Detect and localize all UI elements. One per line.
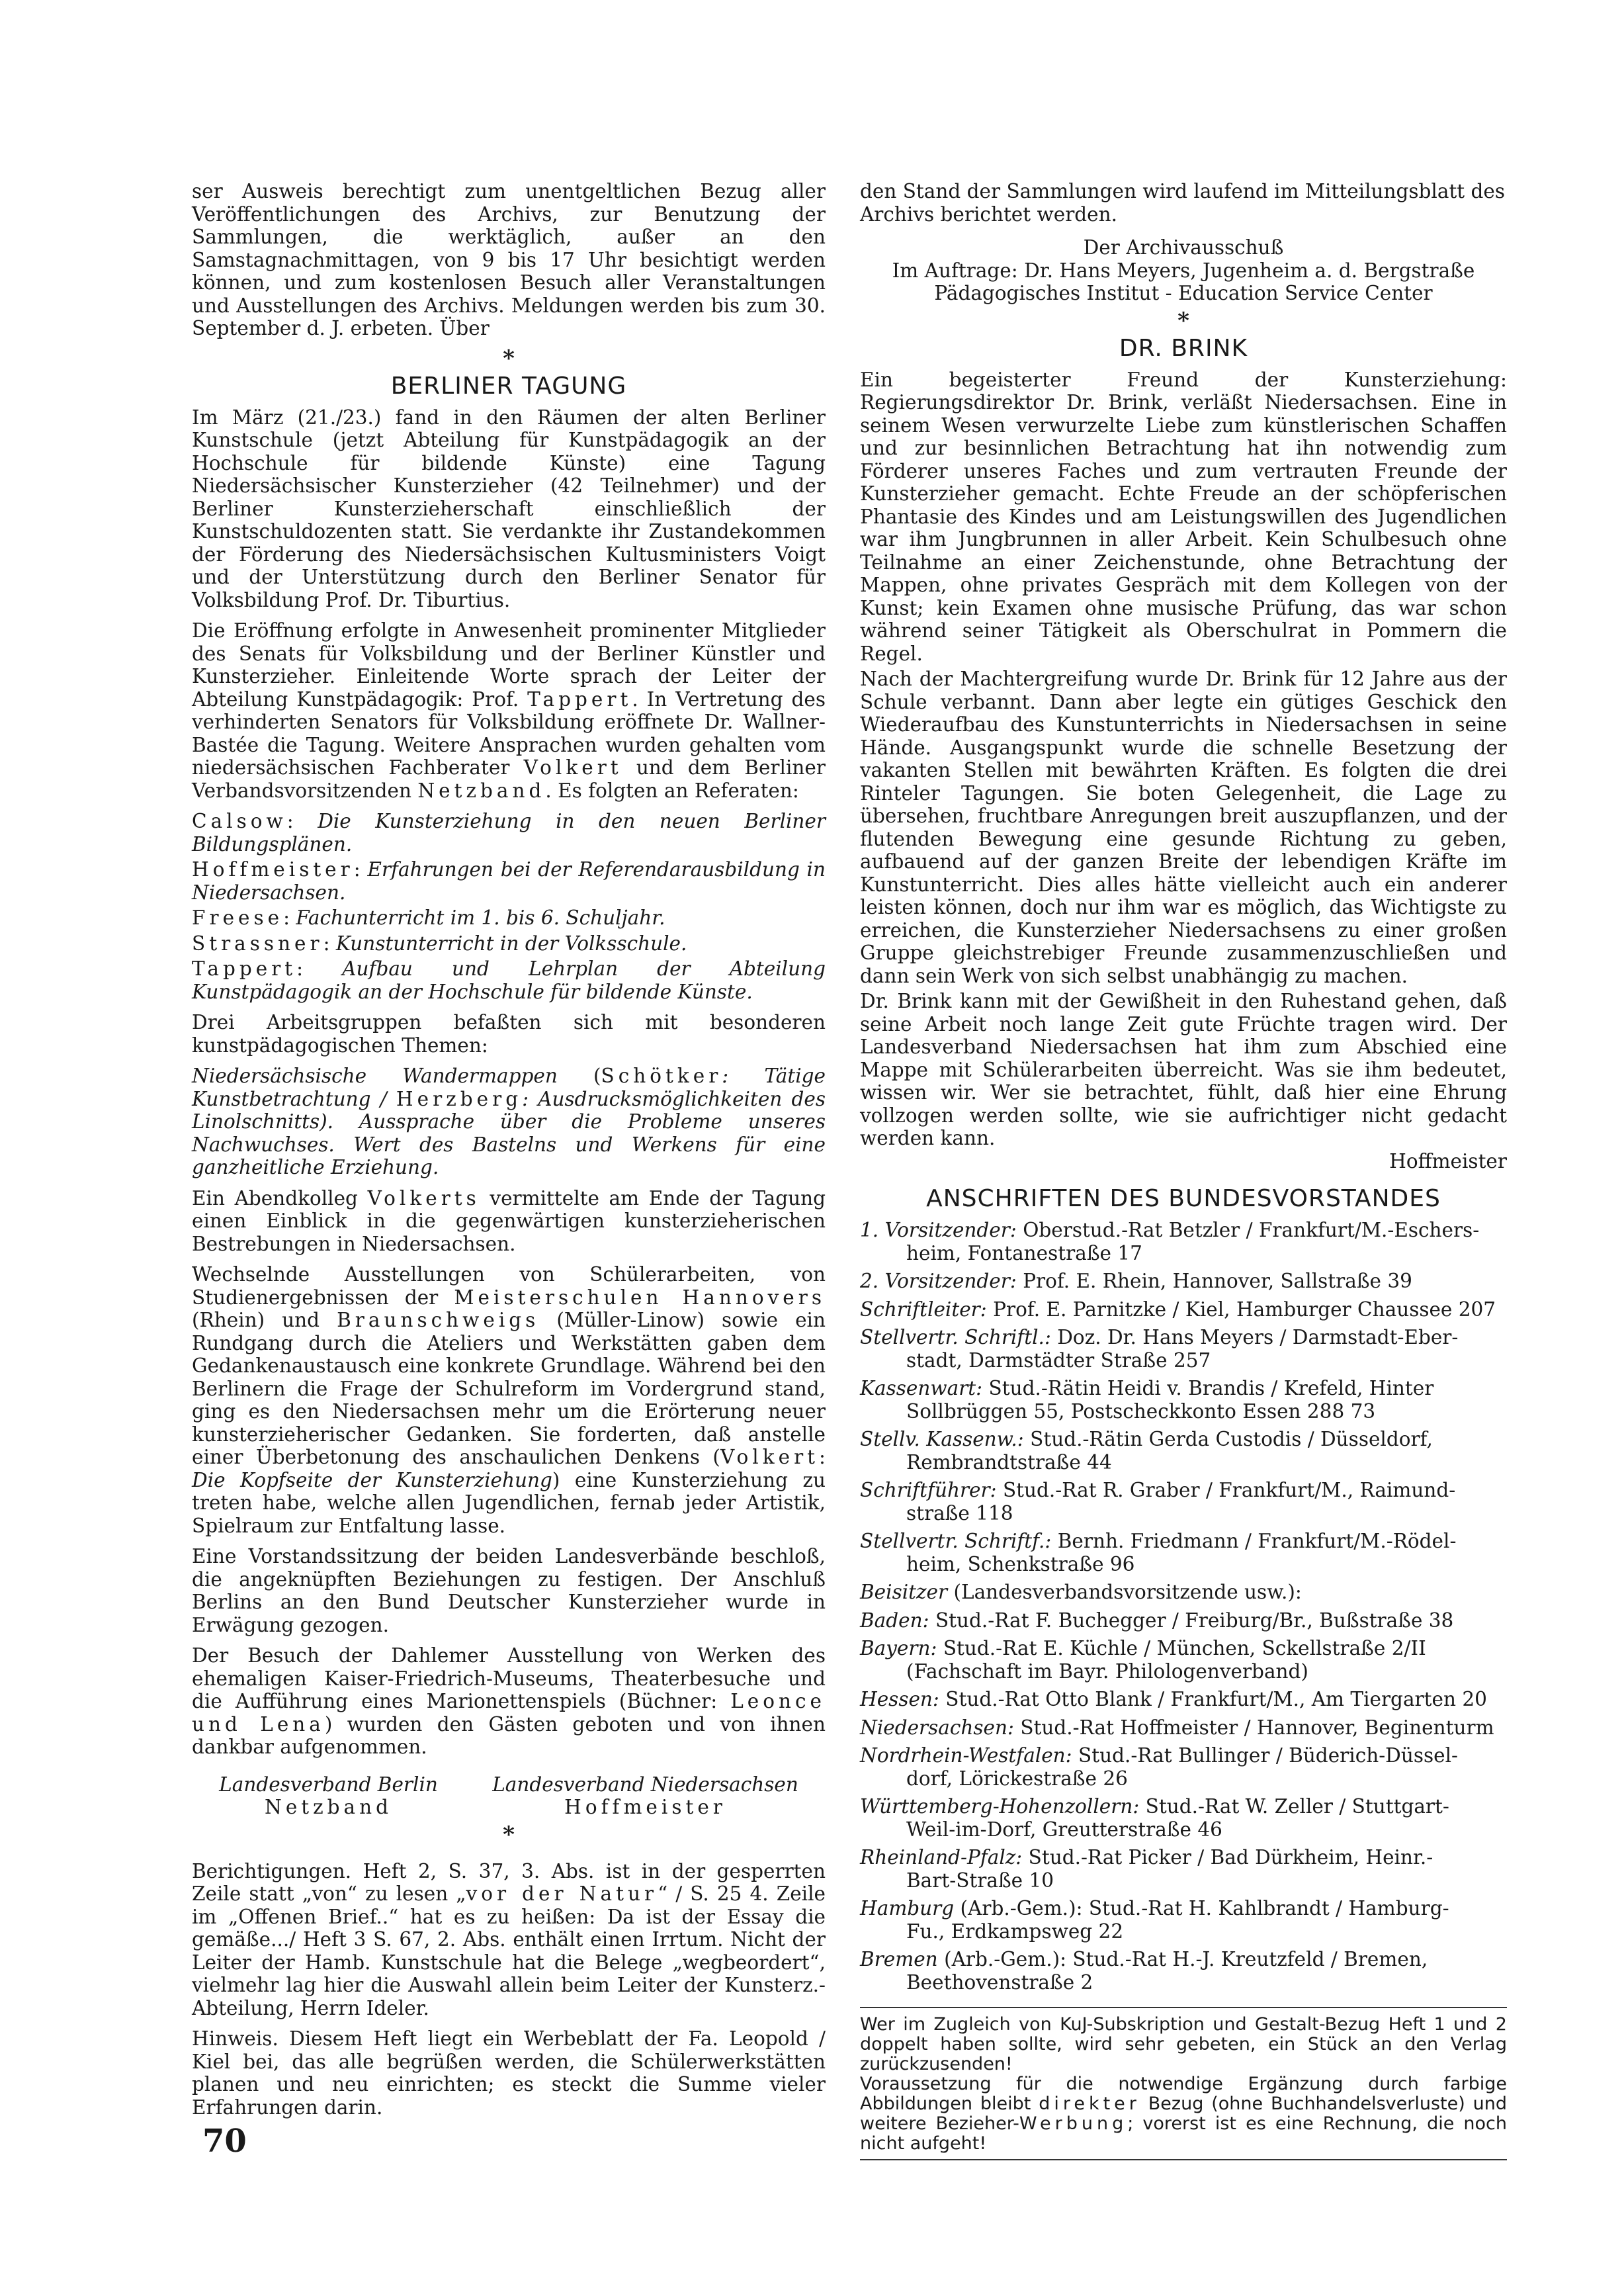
berliner-paragraph-8: Der Besuch der Dahlemer Ausstellung von Werken des ehemaligen Kaiser-Friedrich-Museums, Theaterbesuche und die Aufführung eines Marionettenspiels (Büchner: Leonce und Lena) wurden den Gästen geboten und von ihnen dankbar aufgenommen.	[192, 1644, 826, 1758]
left-column	[192, 180, 826, 2127]
brink-paragraph-3: Dr. Brink kann mit der Gewißheit in den Ruhestand gehen, daß seine Arbeit noch lange Zeit gute Früchte tragen wird. Der Landesverband Niedersachsen hat ihm zum Abschied eine Mappe mit Schülerarbeiten überreicht. Was sie ihm bedeutet, wissen wir. Wer sie betrachtet, fühlt, daß hier eine Ehrung vollzogen werden sollte, wie sie aufrichtiger nicht gedacht werden kann.	[860, 990, 1507, 1149]
separator-star: *	[503, 1821, 515, 1848]
referat-item: Calsow: Die Kunsterziehung in den neuen Berliner Bildungsplänen.	[192, 810, 826, 856]
separator-star: *	[503, 345, 515, 372]
subscription-notice	[860, 2007, 1507, 2160]
anschriften-heading: ANSCHRIFTEN DES BUNDESVORSTANDES	[926, 1185, 1441, 1212]
hinweis-paragraph: Hinweis. Diesem Heft liegt ein Werbeblatt der Fa. Leopold / Kiel bei, das alle begrüßen werden, die Schülerwerkstätten planen und neu einrichten; es steckt die Summe vieler Erfahrungen darin.	[192, 2027, 826, 2119]
address-entry: Schriftleiter: Prof. E. Parnitzke / Kiel, Hamburger Chaussee 207	[860, 1298, 1496, 1321]
name-tappert: Tappert	[527, 687, 632, 711]
right-column	[860, 180, 1507, 2160]
signature-berlin: Landesverband Berlin Netzband	[219, 1773, 438, 1818]
berliner-paragraph-7: Eine Vorstandssitzung der beiden Landesverbände beschloß, die angeknüpften Beziehungen zu festigen. Der Anschluß Berlins an den Bund Deutscher Kunsterzieher wurde in Erwägung gezogen.	[192, 1545, 826, 1636]
address-entry: Kassenwart: Stud.-Rätin Heidi v. Brandis / Krefeld, Hinter Sollbrüggen 55, Postscheckkonto Essen 288 73	[860, 1377, 1434, 1423]
address-entry: Bayern: Stud.-Rat E. Küchle / München, Sckellstraße 2/II (Fachschaft im Bayr. Philologenverband)	[860, 1637, 1426, 1683]
brink-paragraph-2: Nach der Machtergreifung wurde Dr. Brink für 12 Jahre aus der Schule verbannt. Dann aber legte ein gütiges Geschick den Wiederaufbau des Kunstunterrichts in Niedersachsen in seine Hände. Ausgangspunkt wurde die schnelle Besetzung der vakanten Stellen mit bewährten Kräften. Es folgten die drei Rinteler Tagungen. Sie boten Gelegenheit, die Lage zu übersehen, fruchtbare Anregungen breit auszupflanzen, und der flutenden Bewegung eine gesunde Richtung zu geben, aufbauend auf der ganzen Breite der lebendigen Kräfte im Kunstunterricht. Dies alles hätte vielleicht auch ein anderer leisten können, doch nur ihm war es möglich, das Wichtigste zu erreichen, die Kunsterzieher Niedersachsens zu einer großen Gruppe gleichstrebiger Freunde zusammenzuschließen und dann sein Werk von sich selbst unabhängig zu machen.	[860, 668, 1507, 987]
berliner-paragraph-4: Niedersächsische Wandermappen (Schötker: Tätige Kunstbetrachtung / Herzberg: Ausdrucksmöglichkeiten des Linolschnitts). Aussprache über die Probleme unseres Nachwuchses. Wert des Bastelns und Werkens für eine ganzheitliche Erziehung.	[192, 1065, 826, 1178]
address-entry: Niedersachsen: Stud.-Rat Hoffmeister / Hannover, Beginenturm	[860, 1716, 1494, 1739]
address-entry: 1. Vorsitzender: Oberstud.-Rat Betzler / Frankfurt/M.-Eschers- heim, Fontanestraße 17	[860, 1219, 1480, 1264]
berliner-paragraph-5: Ein Abendkolleg Volkerts vermittelte am Ende der Tagung einen Einblick in die gegenwärtigen kunsterzieherischen Bestrebungen in Niedersachsen.	[192, 1186, 826, 1255]
berliner-paragraph-6: Wechselnde Ausstellungen von Schülerarbeiten, von Studienergebnissen der Meisterschulen Hannovers (Rhein) und Braunschweigs (Müller-Linow) sowie ein Rundgang durch die Ateliers und Werkstätten gaben dem Gedankenaustausch eine konkrete Grundlage. Während bei den Berlinern die Frage der Schulreform im Vordergrund stand, ging es den Niedersachsen mehr um die Erörterung neuer kunsterzieherischer Gedanken. Sie forderten, daß anstelle einer Überbetonung des anschaulichen Denkens (Volkert: Die Kopfseite der Kunsterziehung) eine Kunsterziehung zu treten habe, welche allen Jugendlichen, fernab jeder Artistik, Spielraum zur Entfaltung lasse.	[192, 1263, 826, 1537]
berliner-paragraph-1: Im März (21./23.) fand in den Räumen der alten Berliner Kunstschule (jetzt Abteilung für Kunstpädagogik an der Hochschule für bildende Künste) eine Tagung Niedersächsischer Kunsterzieher (42 Teilnehmer) und der Berliner Kunsterzieherschaft einschließlich der Kunstschuldozenten statt. Sie verdankte ihr Zustandekommen der Förderung des Niedersächsischen Kultusministers Voigt und der Unterstützung durch den Berliner Senator für Volksbildung Prof. Dr. Tiburtius.	[192, 406, 826, 611]
archive-intro-paragraph: ser Ausweis berechtigt zum unentgeltlichen Bezug aller Veröffentlichungen des Archivs, zur Benutzung der Sammlungen, die werktäglich, außer an den Samstagnachmittagen, von 9 bis 17 Uhr besichtigt werden können, und zum kostenlosen Besuch aller Veranstaltungen und Ausstellungen des Archivs. Meldungen werden bis zum 30. September d. J. erbeten. Über	[192, 180, 826, 339]
brink-paragraph-1: Ein begeisterter Freund der Kunsterziehung: Regierungsdirektor Dr. Brink, verläßt Niedersachsen. Eine in seinem Wesen verwurzelte Liebe zum künstlerischen Schaffen und zur besinnlichen Betrachtung hat ihn notwendig zum Förderer unseres Faches und zum vertrauten Freunde der Kunsterzieher gemacht. Echte Freude an der schöpferischen Phantasie des Kindes und am Leistungswillen des Jugendlichen war ihm Jungbrunnen in aller Arbeit. Kein Schulbesuch ohne Teilnahme an einer Zeichenstunde, ohne Betrachtung der Mappen, ohne privates Gespräch mit dem Kollegen von der Kunst; kein Examen ohne musische Prüfung, das war schon während seiner Tätigkeit als Oberschulrat in Pommern die Regel.	[860, 368, 1507, 665]
address-entry: Rheinland-Pfalz: Stud.-Rat Picker / Bad Dürkheim, Heinr.- Bart-Straße 10	[860, 1846, 1433, 1892]
address-list	[860, 1219, 1507, 1994]
berliner-paragraph-3: Drei Arbeitsgruppen befaßten sich mit besonderen kunstpädagogischen Themen:	[192, 1011, 826, 1057]
berliner-tagung-heading: BERLINER TAGUNG	[390, 372, 627, 400]
address-entry: Nordrhein-Westfalen: Stud.-Rat Bullinger / Büderich-Düssel- dorf, Lörickestraße 26	[860, 1744, 1458, 1790]
brink-signature: Hoffmeister	[1389, 1149, 1507, 1172]
address-entry: Beisitzer (Landesverbandsvorsitzende usw.):	[860, 1581, 1302, 1603]
referat-item: Freese: Fachunterricht im 1. bis 6. Schuljahr.	[192, 906, 665, 929]
address-entry: Bremen (Arb.-Gem.): Stud.-Rat H.-J. Kreutzfeld / Bremen, Beethovenstraße 2	[860, 1948, 1428, 1994]
notice-paragraph-2: Voraussetzung für die notwendige Ergänzung durch farbige Abbildungen bleibt direkter Bezug (ohne Buchhandelsverluste) und weitere Bezieher-Werbung; vorerst ist es eine Rechnung, die noch nicht aufgeht!	[860, 2074, 1508, 2154]
address-entry: Stellvertr. Schriftl.: Doz. Dr. Hans Meyers / Darmstadt-Eber- stadt, Darmstädter Straße 257	[860, 1326, 1459, 1372]
berichtigungen-paragraph: Berichtigungen. Heft 2, S. 37, 3. Abs. ist in der gesperrten Zeile statt „von“ zu lesen „vor der Natur“ / S. 25 4. Zeile im „Offenen Brief..“ hat es zu heißen: Da ist der Essay die gemäße.../ Heft 3 S. 67, 2. Abs. enthält einen Irrtum. Nicht der Leiter der Hamb. Kunstschule hat die Belege „wegbeordert“, vielmehr lag hier die Auswahl allein beim Leiter der Kunsterz.-Abteilung, Herrn Ideler.	[192, 1859, 826, 2019]
name-volkert: Volkert	[523, 756, 622, 779]
notice-paragraph-1: Wer im Zugleich von KuJ-Subskription und Gestalt-Bezug Heft 1 und 2 doppelt haben sollte, wird sehr gebeten, ein Stück an den Verlag zurückzusenden!	[860, 2014, 1507, 2074]
address-entry: Hamburg (Arb.-Gem.): Stud.-Rat H. Kahlbrandt / Hamburg- Fu., Erdkampsweg 22	[860, 1897, 1449, 1943]
address-entry: Hessen: Stud.-Rat Otto Blank / Frankfurt/M., Am Tiergarten 20	[860, 1688, 1487, 1710]
address-entry: Württemberg-Hohenzollern: Stud.-Rat W. Zeller / Stuttgart- Weil-im-Dorf, Greutterstraße 46	[860, 1795, 1449, 1841]
address-entry: Stellv. Kassenw.: Stud.-Rätin Gerda Custodis / Düsseldorf, Rembrandtstraße 44	[860, 1428, 1433, 1474]
referat-item: Hoffmeister: Erfahrungen bei der Referendarausbildung in Niedersachsen.	[192, 858, 826, 904]
address-entry: 2. Vorsitzender: Prof. E. Rhein, Hannover, Sallstraße 39	[860, 1270, 1412, 1292]
referat-item: Tappert: Aufbau und Lehrplan der Abteilung Kunstpädagogik an der Hochschule für bildende Künste.	[192, 957, 826, 1003]
signatures	[192, 1773, 826, 1819]
address-entry: Schriftführer: Stud.-Rat R. Graber / Frankfurt/M., Raimund- straße 118	[860, 1479, 1456, 1524]
signature-niedersachsen: Landesverband Niedersachsen Hoffmeister	[492, 1773, 798, 1818]
archiv-ausschuss: Der Archivausschuß	[1083, 236, 1284, 259]
address-entry: Baden: Stud.-Rat F. Buchegger / Freiburg/Br., Bußstraße 38	[860, 1609, 1454, 1632]
institut-line: Pädagogisches Institut - Education Service Center	[934, 282, 1433, 304]
dr-brink-heading: DR. BRINK	[1119, 334, 1248, 362]
address-entry: Stellvertr. Schriftf.: Bernh. Friedmann / Frankfurt/M.-Rödel- heim, Schenkstraße 96	[860, 1530, 1457, 1575]
separator-star: *	[1177, 307, 1189, 334]
archive-continued: den Stand der Sammlungen wird laufend im Mitteilungsblatt des Archivs berichtet werden.	[860, 180, 1506, 226]
page-number: 70	[202, 2123, 247, 2160]
berliner-paragraph-2: Die Eröffnung erfolgte in Anwesenheit prominenter Mitglieder des Senats für Volksbildung und der Berliner Künstler und Kunsterzieher. Einleitende Worte sprach der Leiter der Abteilung Kunstpädagogik: Prof. Tappert. In Vertretung des verhinderten Senators für Volksbildung eröffnete Dr. Wallner-Bastée die Tagung. Weitere Ansprachen wurden gehalten vom niedersächsischen Fachberater Volkert und dem Berliner Verbandsvorsitzenden Netzband. Es folgten an Referaten:	[192, 619, 826, 802]
auftrag-line: Im Auftrage: Dr. Hans Meyers, Jugenheim a. d. Bergstraße	[892, 259, 1475, 282]
name-netzband: Netzband	[417, 779, 546, 802]
referat-item: Strassner: Kunstunterricht in der Volksschule.	[192, 932, 687, 955]
